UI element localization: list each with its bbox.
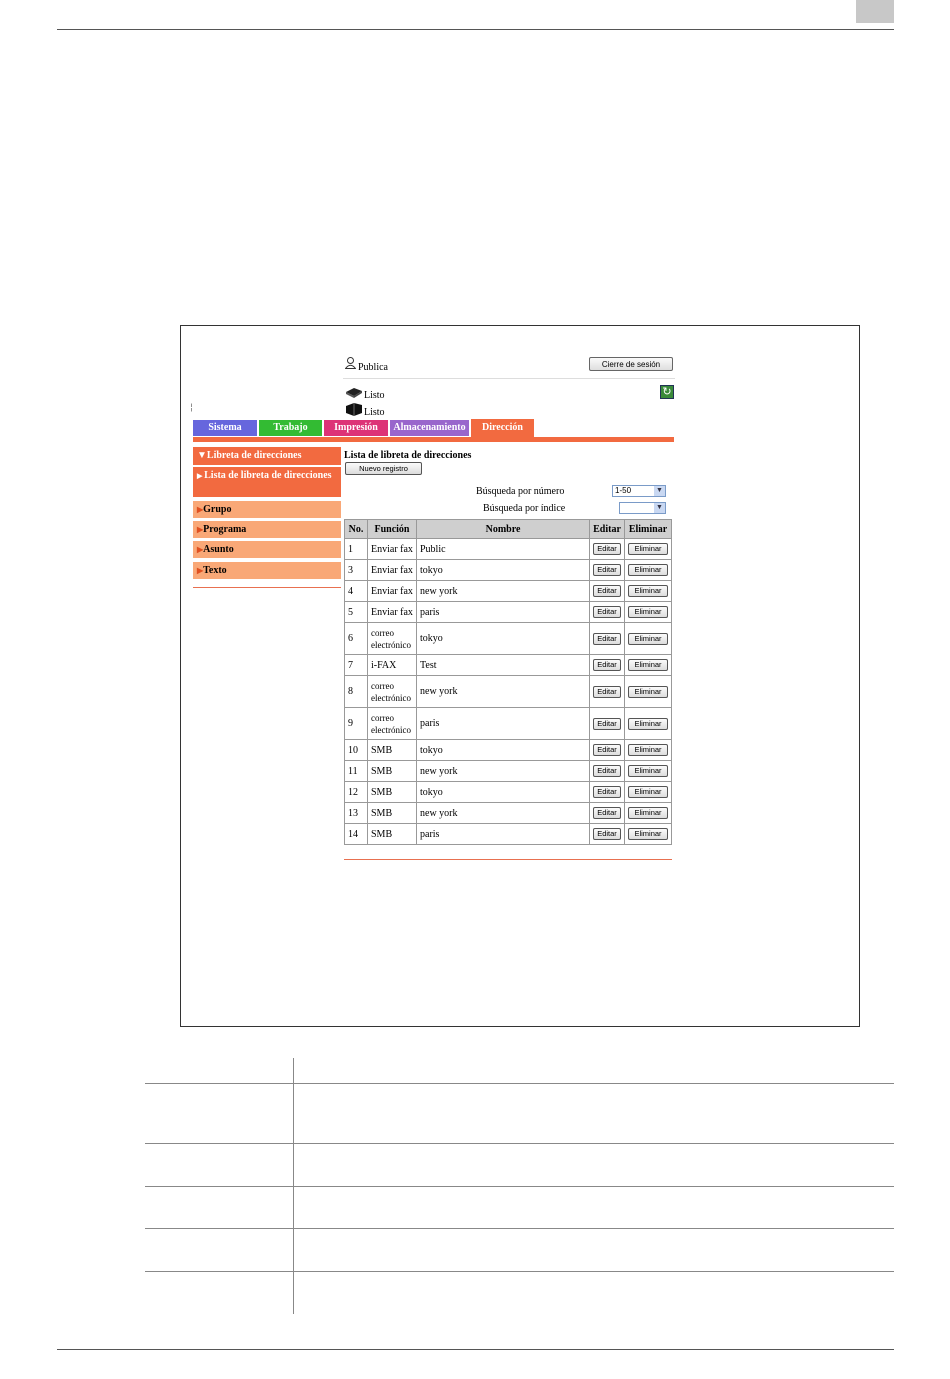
delete-button[interactable]: Eliminar bbox=[628, 807, 668, 819]
cell-editar bbox=[590, 655, 625, 676]
cell-eliminar bbox=[625, 824, 672, 845]
edit-button[interactable]: Editar bbox=[593, 543, 621, 555]
delete-button[interactable]: Eliminar bbox=[628, 786, 668, 798]
table-row bbox=[345, 581, 672, 602]
arrow-right-icon: ▶ bbox=[197, 545, 204, 554]
cell-editar bbox=[590, 560, 625, 581]
page-number-box bbox=[856, 0, 894, 23]
new-entry-button[interactable]: Nuevo registro bbox=[345, 462, 422, 475]
table-row bbox=[345, 803, 672, 824]
cell-nombre: paris bbox=[417, 602, 590, 623]
delete-button[interactable]: Eliminar bbox=[628, 828, 668, 840]
delete-button[interactable]: Eliminar bbox=[628, 564, 668, 576]
tab-trabajo[interactable]: Trabajo bbox=[259, 420, 322, 436]
cell-eliminar bbox=[625, 761, 672, 782]
delete-button[interactable]: Eliminar bbox=[628, 585, 668, 597]
edit-button[interactable]: Editar bbox=[593, 807, 621, 819]
edit-button[interactable]: Editar bbox=[593, 828, 621, 840]
delete-button[interactable]: Eliminar bbox=[628, 686, 668, 698]
delete-button[interactable]: Eliminar bbox=[628, 659, 668, 671]
cell-editar bbox=[590, 740, 625, 761]
tab-underline bbox=[193, 437, 674, 442]
sidebar-bottom-rule bbox=[193, 587, 341, 588]
cell-eliminar bbox=[625, 708, 672, 740]
logout-button[interactable]: Cierre de sesión bbox=[589, 357, 673, 371]
page-title: Lista de libreta de direcciones bbox=[344, 450, 472, 461]
cell-eliminar bbox=[625, 581, 672, 602]
cell-editar bbox=[590, 824, 625, 845]
tab-direccion[interactable]: Dirección bbox=[471, 419, 534, 437]
sidebar-item-asunto[interactable] bbox=[193, 541, 341, 558]
cell-nombre: tokyo bbox=[417, 560, 590, 581]
cell-nombre: tokyo bbox=[417, 623, 590, 655]
cell-editar bbox=[590, 602, 625, 623]
cell-nombre: paris bbox=[417, 824, 590, 845]
cell-funcion: correo electrónico bbox=[368, 708, 417, 740]
footer-rule bbox=[57, 1349, 894, 1350]
user-icon bbox=[345, 357, 356, 369]
col-editar: Editar bbox=[590, 520, 625, 539]
table-rule bbox=[145, 1143, 894, 1144]
arrow-right-icon: ▶ bbox=[197, 472, 205, 480]
cell-editar bbox=[590, 708, 625, 740]
cell-funcion: Enviar fax bbox=[368, 581, 417, 602]
table-rule bbox=[145, 1228, 894, 1229]
cell-no: 5 bbox=[345, 602, 368, 623]
search-index-select[interactable] bbox=[619, 502, 666, 514]
cell-no: 9 bbox=[345, 708, 368, 740]
tab-impresion[interactable]: Impresión bbox=[324, 420, 388, 436]
cell-eliminar bbox=[625, 676, 672, 708]
delete-button[interactable]: Eliminar bbox=[628, 718, 668, 730]
refresh-icon[interactable]: ↻ bbox=[660, 385, 674, 399]
cell-editar bbox=[590, 539, 625, 560]
user-label: Publica bbox=[358, 362, 388, 373]
scanner-icon bbox=[345, 402, 363, 416]
search-index-label: Búsqueda por índice bbox=[483, 503, 566, 514]
sidebar-item-grupo[interactable] bbox=[193, 501, 341, 518]
col-no: No. bbox=[345, 520, 368, 539]
cell-nombre: tokyo bbox=[417, 782, 590, 803]
table-row bbox=[345, 676, 672, 708]
sidebar-item-grupo-label: Grupo bbox=[203, 504, 232, 515]
cell-eliminar bbox=[625, 782, 672, 803]
cell-funcion: correo electrónico bbox=[368, 676, 417, 708]
cell-no: 10 bbox=[345, 740, 368, 761]
cell-eliminar bbox=[625, 803, 672, 824]
header-rule bbox=[57, 29, 894, 30]
cell-no: 4 bbox=[345, 581, 368, 602]
cell-funcion: SMB bbox=[368, 761, 417, 782]
table-rule bbox=[145, 1271, 894, 1272]
cell-funcion: SMB bbox=[368, 740, 417, 761]
edit-button[interactable]: Editar bbox=[593, 659, 621, 671]
header-divider bbox=[343, 378, 675, 379]
table-row bbox=[345, 560, 672, 581]
cell-nombre: tokyo bbox=[417, 740, 590, 761]
edit-button[interactable]: Editar bbox=[593, 564, 621, 576]
cell-eliminar bbox=[625, 539, 672, 560]
table-column-rule bbox=[293, 1058, 294, 1314]
cell-nombre: Test bbox=[417, 655, 590, 676]
cell-no: 13 bbox=[345, 803, 368, 824]
sidebar-item-asunto-label: Asunto bbox=[203, 544, 234, 555]
edit-button[interactable]: Editar bbox=[593, 765, 621, 777]
cell-nombre: new york bbox=[417, 676, 590, 708]
cell-no: 3 bbox=[345, 560, 368, 581]
delete-button[interactable]: Eliminar bbox=[628, 744, 668, 756]
cell-nombre: Public bbox=[417, 539, 590, 560]
sidebar-item-programa-label: Programa bbox=[203, 524, 247, 535]
chevron-down-icon: ▼ bbox=[654, 503, 665, 513]
search-number-select[interactable] bbox=[612, 485, 666, 497]
delete-button[interactable]: Eliminar bbox=[628, 633, 668, 645]
table-row bbox=[345, 740, 672, 761]
printer-icon bbox=[345, 386, 363, 398]
cell-editar bbox=[590, 581, 625, 602]
edit-button[interactable]: Editar bbox=[593, 718, 621, 730]
printer-status: Listo bbox=[364, 390, 385, 401]
cell-editar bbox=[590, 782, 625, 803]
table-row bbox=[345, 623, 672, 655]
edit-button[interactable]: Editar bbox=[593, 786, 621, 798]
table-row bbox=[345, 539, 672, 560]
delete-button[interactable]: Eliminar bbox=[628, 765, 668, 777]
sidebar-item-lista-label: Lista de libreta de direcciones bbox=[204, 470, 332, 481]
cursor-mark: ¦ bbox=[190, 403, 194, 413]
table-row bbox=[345, 655, 672, 676]
arrow-right-icon: ▶ bbox=[197, 525, 204, 534]
cell-funcion: SMB bbox=[368, 782, 417, 803]
table-row bbox=[345, 824, 672, 845]
chevron-down-icon: ▼ bbox=[654, 486, 665, 496]
cell-eliminar bbox=[625, 740, 672, 761]
cell-funcion: Enviar fax bbox=[368, 539, 417, 560]
cell-funcion: Enviar fax bbox=[368, 560, 417, 581]
tab-almacenamiento[interactable]: Almacenamiento bbox=[390, 420, 469, 436]
cell-eliminar bbox=[625, 623, 672, 655]
table-rule bbox=[145, 1083, 894, 1084]
cell-editar bbox=[590, 676, 625, 708]
cell-nombre: paris bbox=[417, 708, 590, 740]
cell-funcion: SMB bbox=[368, 824, 417, 845]
cell-no: 6 bbox=[345, 623, 368, 655]
cell-eliminar bbox=[625, 560, 672, 581]
cell-funcion: SMB bbox=[368, 803, 417, 824]
edit-button[interactable]: Editar bbox=[593, 744, 621, 756]
cell-no: 7 bbox=[345, 655, 368, 676]
edit-button[interactable]: Editar bbox=[593, 585, 621, 597]
search-number-label: Búsqueda por número bbox=[476, 486, 565, 497]
table-row bbox=[345, 602, 672, 623]
cell-no: 14 bbox=[345, 824, 368, 845]
table-row bbox=[345, 782, 672, 803]
cell-editar bbox=[590, 761, 625, 782]
scanner-status: Listo bbox=[364, 407, 385, 418]
sidebar-item-texto[interactable] bbox=[193, 562, 341, 579]
cell-funcion: correo electrónico bbox=[368, 623, 417, 655]
cell-funcion: Enviar fax bbox=[368, 602, 417, 623]
cell-nombre: new york bbox=[417, 581, 590, 602]
search-number-value: 1-50 bbox=[615, 486, 632, 495]
sidebar-item-libreta[interactable]: ▼Libreta de direcciones bbox=[193, 447, 341, 465]
cell-no: 8 bbox=[345, 676, 368, 708]
cell-editar bbox=[590, 803, 625, 824]
delete-button[interactable]: Eliminar bbox=[628, 543, 668, 555]
cell-eliminar bbox=[625, 655, 672, 676]
col-funcion: Función bbox=[368, 520, 417, 539]
delete-button[interactable]: Eliminar bbox=[628, 606, 668, 618]
cell-eliminar bbox=[625, 602, 672, 623]
cell-nombre: new york bbox=[417, 761, 590, 782]
edit-button[interactable]: Editar bbox=[593, 686, 621, 698]
table-row bbox=[345, 761, 672, 782]
sidebar-item-programa[interactable] bbox=[193, 521, 341, 538]
table-bottom-rule bbox=[344, 859, 672, 860]
tab-sistema[interactable]: Sistema bbox=[193, 420, 257, 436]
cell-funcion: i-FAX bbox=[368, 655, 417, 676]
cell-nombre: new york bbox=[417, 803, 590, 824]
cell-no: 12 bbox=[345, 782, 368, 803]
arrow-right-icon: ▶ bbox=[197, 566, 204, 575]
arrow-right-icon: ▶ bbox=[197, 505, 204, 514]
address-table bbox=[344, 519, 672, 845]
col-nombre: Nombre bbox=[417, 520, 590, 539]
edit-button[interactable]: Editar bbox=[593, 606, 621, 618]
sidebar-item-lista[interactable] bbox=[193, 467, 341, 497]
cell-no: 11 bbox=[345, 761, 368, 782]
cell-editar bbox=[590, 623, 625, 655]
table-rule bbox=[145, 1186, 894, 1187]
sidebar-item-texto-label: Texto bbox=[203, 565, 227, 576]
edit-button[interactable]: Editar bbox=[593, 633, 621, 645]
cell-no: 1 bbox=[345, 539, 368, 560]
table-row bbox=[345, 708, 672, 740]
col-eliminar: Eliminar bbox=[625, 520, 672, 539]
